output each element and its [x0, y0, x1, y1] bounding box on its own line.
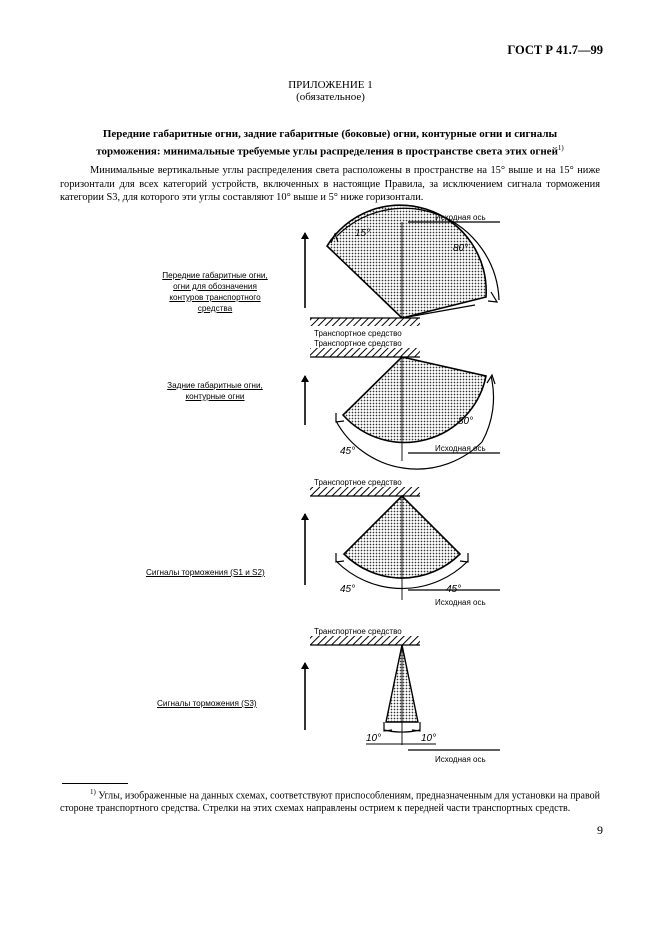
angle-label-right: 45°: [446, 584, 462, 595]
section-title-line2-text: торможения: минимальные требуемые углы распределения в пространстве света этих огней: [96, 145, 558, 158]
standard-code: ГОСТ Р 41.7—99: [507, 43, 603, 57]
rear-label-line: контурные огни: [185, 392, 245, 401]
arc-arrowhead: [412, 722, 420, 731]
footnote: [60, 786, 600, 815]
appendix-title: ПРИЛОЖЕНИЕ 1: [288, 79, 373, 91]
angle-label-left: 45°: [340, 584, 356, 595]
arc-arrowhead: [336, 553, 344, 562]
section-title-line1: Передние габаритные огни, задние габаритные (боковые) огни, контурные огни и сигналы: [102, 128, 558, 140]
axis-label: Исходная ось: [435, 213, 486, 222]
vehicle-hatch: [310, 487, 420, 496]
rear-diagram: [305, 339, 500, 469]
angle-label-right: 10°: [421, 733, 437, 744]
footnote-marker: 1): [90, 788, 96, 796]
rear-label-line: Задние габаритные огни,: [167, 381, 263, 390]
front-label-line: Передние габаритные огни,: [162, 271, 268, 280]
rear-light-sector: [343, 357, 486, 442]
vehicle-hatch: [310, 636, 420, 645]
angle-label-80: 80°: [458, 416, 474, 427]
arc-arrowhead: [460, 553, 468, 562]
angle-label-45: 45°: [340, 446, 356, 457]
stop-s1s2-diagram: [305, 478, 500, 607]
vehicle-label: Транспортное средство: [314, 339, 402, 348]
arc-arrowhead: [384, 722, 392, 731]
front-label-line: средства: [197, 304, 233, 313]
axis-label: Исходная ось: [435, 598, 486, 607]
angle-label-80: 80°: [453, 243, 469, 254]
stop-s3-label: Сигналы торможения (S3): [157, 699, 257, 708]
front-label-line: огни для обозначения: [173, 282, 257, 291]
vehicle-label: Транспортное средство: [314, 329, 402, 338]
page-number: 9: [597, 823, 603, 837]
footnote-text: Углы, изображенные на данных схемах, соответствуют приспособлениям, предназначенным для установки на правой стороне транспортного средства. Стрелки на этих схемах направлены острием к передней части транспортных средств.: [60, 790, 600, 814]
arc-arrowhead: [487, 375, 495, 384]
axis-label: Исходная ось: [435, 444, 486, 453]
vehicle-label: Транспортное средство: [314, 627, 402, 636]
footnote-ref: 1): [557, 144, 564, 152]
front-label-line: контуров транспортного: [169, 293, 261, 302]
footnote-separator: [62, 783, 128, 784]
vehicle-hatch: [310, 348, 420, 357]
stop-s1s2-label: Сигналы торможения (S1 и S2): [146, 568, 265, 577]
vehicle-label: Транспортное средство: [314, 478, 402, 487]
appendix-status: (обязательное): [296, 91, 365, 103]
vehicle-hatch: [310, 318, 420, 326]
angle-label-15: 15°: [355, 228, 371, 239]
axis-label: Исходная ось: [435, 755, 486, 764]
angle-label-left: 10°: [366, 733, 382, 744]
body-paragraph: Минимальные вертикальные углы распределения света расположены в пространстве на 15° выше и на 15° ниже горизонтали для всех категорий устройств, включенных в настоящие Правила, за исключением сигнала торможения категории S3, для которого эти углы составляют 10° выше и 5° ниже горизонтали.: [60, 165, 600, 204]
arc-arrowhead: [488, 292, 497, 302]
stop-s3-diagram: [305, 627, 500, 764]
front-diagram: [305, 205, 500, 338]
